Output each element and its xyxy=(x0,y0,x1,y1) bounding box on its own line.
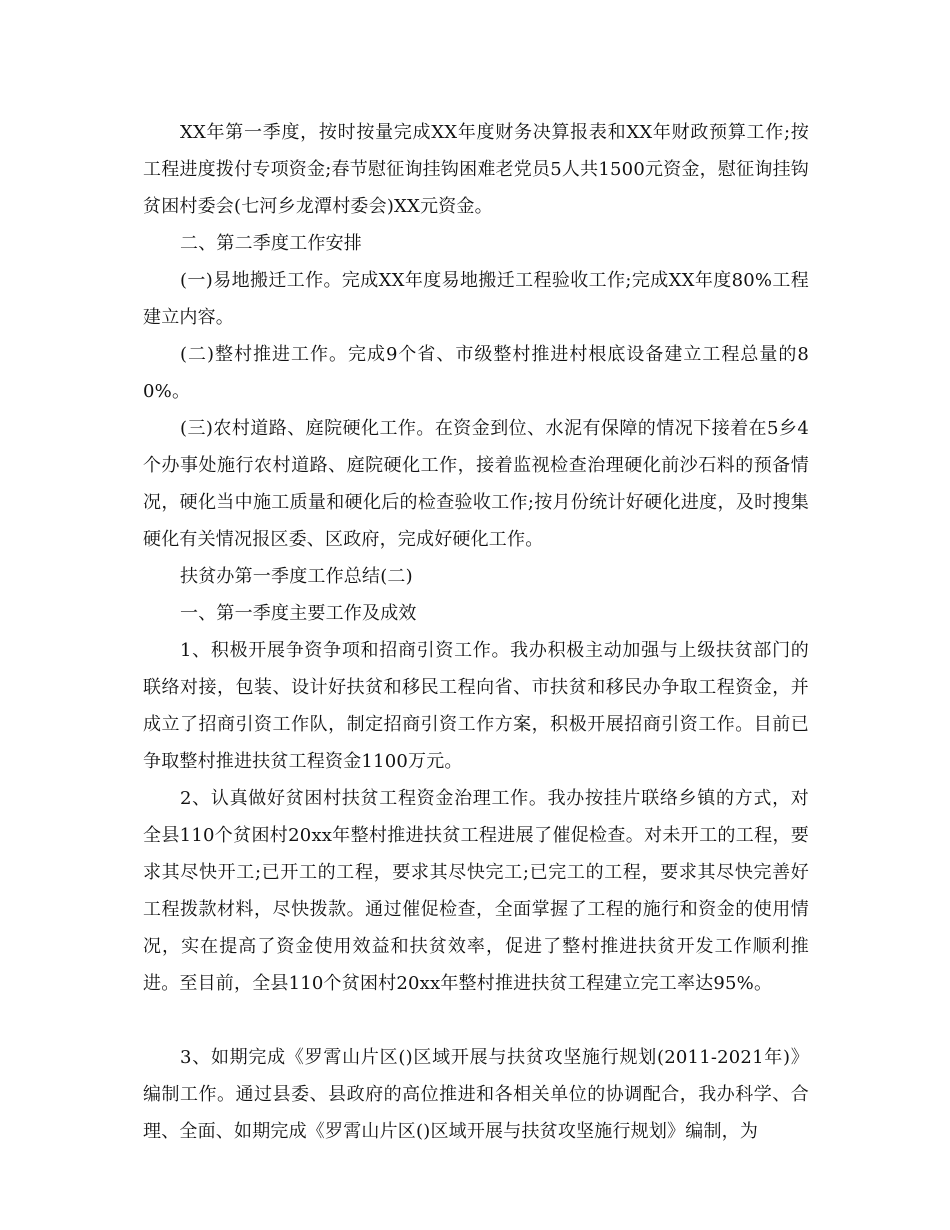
paragraph-planning: 3、如期完成《罗霄山片区()区域开展与扶贫攻坚施行规划(2011-2021年)》编制工作。通过县委、县政府的高位推进和各相关单位的协调配合，我办科学、合理、全面、如期完成《罗霄山片区()区域开展与扶贫攻坚施行规划》编制，为 xyxy=(143,1047,809,1142)
paragraph-investment: 1、积极开展争资争项和招商引资工作。我办积极主动加强与上级扶贫部门的联络对接，包装、设计好扶贫和移民工程向省、市扶贫和移民办争取工程资金，并成立了招商引资工作队，制定招商引资工作方案，积极开展招商引资工作。目前已争取整村推进扶贫工程资金1100万元。 xyxy=(143,640,809,772)
paragraph-summary-q1-finance: XX年第一季度，按时按量完成XX年度财务决算报表和XX年财政预算工作;按工程进度拨付专项资金;春节慰征询挂钩困难老党员5人共1500元资金，慰征询挂钩贫困村委会(七河乡龙潭村委会)XX元资金。 xyxy=(143,122,809,217)
paragraph-road-hardening: (三)农村道路、庭院硬化工作。在资金到位、水泥有保障的情况下接着在5乡4个办事处施行农村道路、庭院硬化工作，接着监视检查治理硬化前沙石料的预备情况，硬化当中施工质量和硬化后的检查验收工作;按月份统计好硬化进度，及时搜集硬化有关情况报区委、区政府，完成好硬化工作。 xyxy=(143,418,809,550)
heading-summary-two: 扶贫办第一季度工作总结(二) xyxy=(180,566,413,587)
paragraph-village-advance: (二)整村推进工作。完成9个省、市级整村推进村根底设备建立工程总量的80%。 xyxy=(143,344,809,402)
paragraph-relocation: (一)易地搬迁工作。完成XX年度易地搬迁工程验收工作;完成XX年度80%工程建立内容。 xyxy=(143,270,809,328)
heading-q2-plan: 二、第二季度工作安排 xyxy=(180,233,362,254)
heading-q1-main-work: 一、第一季度主要工作及成效 xyxy=(180,603,417,624)
paragraph-fund-management: 2、认真做好贫困村扶贫工程资金治理工作。我办按挂片联络乡镇的方式，对全县110个贫困村20xx年整村推进扶贫工程进展了催促检查。对未开工的工程，要求其尽快开工;已开工的工程，要求其尽快完工;已完工的工程，要求其尽快完善好工程拨款材料，尽快拨款。通过催促检查，全面掌握了工程的施行和资金的使用情况，实在提高了资金使用效益和扶贫效率，促进了整村推进扶贫开发工作顺利推进。至目前，全县110个贫困村20xx年整村推进扶贫工程建立完工率达95%。 xyxy=(143,788,809,994)
